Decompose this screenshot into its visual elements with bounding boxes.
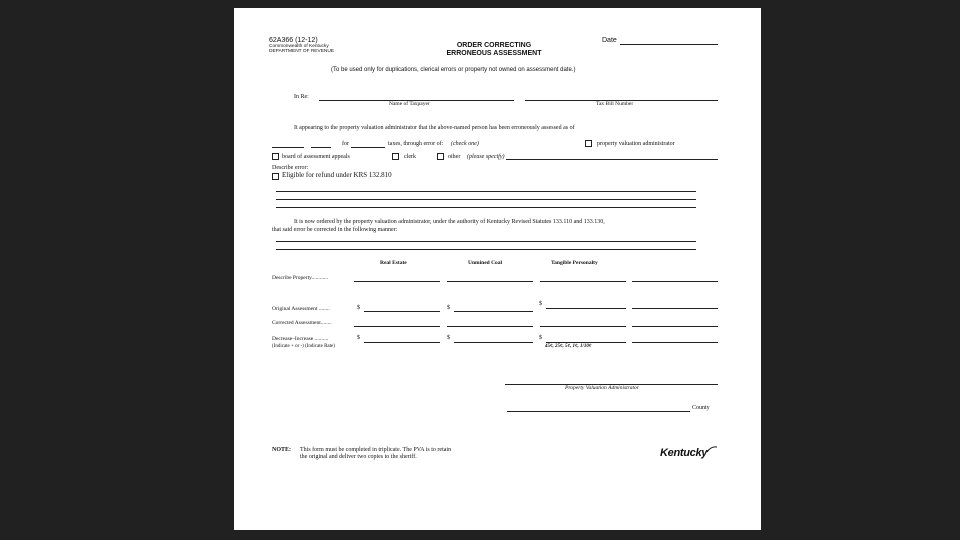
currency-symbol: $ (447, 305, 450, 311)
row-corrected-label: Corrected Assessment........ (272, 320, 332, 326)
error-description-line-2[interactable] (276, 199, 696, 200)
decrease-extra-field[interactable] (632, 342, 718, 343)
pva-option-label: property valuation administrator (597, 141, 675, 147)
row-indicate-note: (Indicate + or -) (Indicate Rate) (272, 344, 335, 349)
taxpayer-caption: Name of Taxpayer (389, 101, 430, 107)
currency-symbol: $ (539, 335, 542, 341)
describe-unmined-coal-field[interactable] (447, 281, 533, 282)
describe-tangible-field[interactable] (540, 281, 626, 282)
original-extra-field[interactable] (632, 308, 718, 309)
error-description-line-1[interactable] (276, 191, 696, 192)
correction-line-1[interactable] (276, 241, 696, 242)
other-specify-field[interactable] (506, 159, 718, 160)
row-describe-label: Describe Property............ (272, 275, 329, 281)
agency-line-1: Commonwealth of Kentucky (269, 44, 329, 49)
note-label: NOTE: (272, 447, 292, 453)
row-original-label: Original Assessment ........ (272, 306, 330, 312)
in-re-label: In Re: (294, 94, 309, 100)
decrease-real-estate-field[interactable] (364, 342, 440, 343)
board-option-label: board of assessment appeals (282, 154, 350, 160)
currency-symbol: $ (447, 335, 450, 341)
form-subtitle: (To be used only for duplications, clerical errors or property not owned on assessment date.) (331, 67, 576, 73)
taxes-text: taxes, through error of: (388, 141, 444, 147)
decrease-unmined-coal-field[interactable] (454, 342, 533, 343)
col-tangible-personalty: Tangible Personalty (551, 260, 598, 266)
form-title-line-2: ERRONEOUS ASSESSMENT (446, 50, 542, 57)
form-number: 62A366 (12-12) (269, 37, 318, 44)
decrease-tangible-field[interactable] (546, 342, 626, 343)
currency-symbol: $ (357, 335, 360, 341)
original-unmined-coal-field[interactable] (454, 311, 533, 312)
assessment-date-field[interactable] (272, 147, 304, 148)
rates-note: 45¢, 25¢, 5¢, 1¢, 1/10¢ (545, 344, 592, 349)
original-tangible-field[interactable] (546, 308, 626, 309)
note-line-2: the original and deliver two copies to the sheriff. (300, 454, 417, 460)
describe-extra-field[interactable] (632, 281, 718, 282)
board-checkbox[interactable] (272, 153, 279, 160)
currency-symbol: $ (539, 301, 542, 307)
check-one-text: (check one) (451, 141, 479, 147)
county-field[interactable] (507, 411, 690, 412)
order-text-1: It is now ordered by the property valuation administrator, under the authority of Kentucky Revised Statutes 133.110 and 133.130, (294, 219, 605, 225)
describe-real-estate-field[interactable] (354, 281, 440, 282)
row-decrease-label: Decrease–Increase .......... (272, 336, 329, 342)
pva-signature-caption: Property Valuation Administrator (565, 385, 639, 391)
for-label: for (342, 141, 349, 147)
eligible-refund-checkbox[interactable] (272, 173, 279, 180)
describe-error-label: Describe error: (272, 165, 309, 171)
col-unmined-coal: Unmined Coal (468, 260, 503, 266)
form-title-line-1: ORDER CORRECTING (456, 42, 532, 49)
pva-checkbox[interactable] (585, 140, 592, 147)
correction-line-2[interactable] (276, 249, 696, 250)
order-text-2: that said error be corrected in the following manner: (272, 227, 398, 233)
other-option-label: other (448, 154, 461, 160)
clerk-option-label: clerk (404, 154, 416, 160)
date-label: Date (602, 37, 617, 44)
bill-caption: Tax Bill Number (596, 101, 634, 107)
please-specify-text: (please specify) (467, 154, 505, 160)
kentucky-logo: Kentucky (660, 447, 708, 459)
statement-text-1: It appearing to the property valuation administrator that the above-named person has been erroneously assessed as of (294, 125, 575, 131)
corrected-tangible-field[interactable] (540, 326, 626, 327)
date-field[interactable] (620, 44, 718, 45)
assessment-year-field[interactable] (311, 147, 331, 148)
agency-line-2: DEPARTMENT OF REVENUE (269, 49, 335, 54)
currency-symbol: $ (357, 305, 360, 311)
county-label: County (692, 405, 710, 411)
form-page (234, 8, 761, 530)
corrected-real-estate-field[interactable] (354, 326, 440, 327)
col-real-estate: Real Estate (380, 260, 407, 266)
eligible-refund-label: Eligible for refund under KRS 132.810 (282, 171, 392, 179)
other-checkbox[interactable] (437, 153, 444, 160)
original-real-estate-field[interactable] (364, 311, 440, 312)
corrected-unmined-coal-field[interactable] (447, 326, 533, 327)
corrected-extra-field[interactable] (632, 326, 718, 327)
error-description-line-3[interactable] (276, 207, 696, 208)
clerk-checkbox[interactable] (392, 153, 399, 160)
note-line-1: This form must be completed in triplicate. The PVA is to retain (300, 447, 452, 453)
tax-year-field[interactable] (351, 147, 385, 148)
kentucky-logo-swoosh-icon (706, 445, 718, 454)
